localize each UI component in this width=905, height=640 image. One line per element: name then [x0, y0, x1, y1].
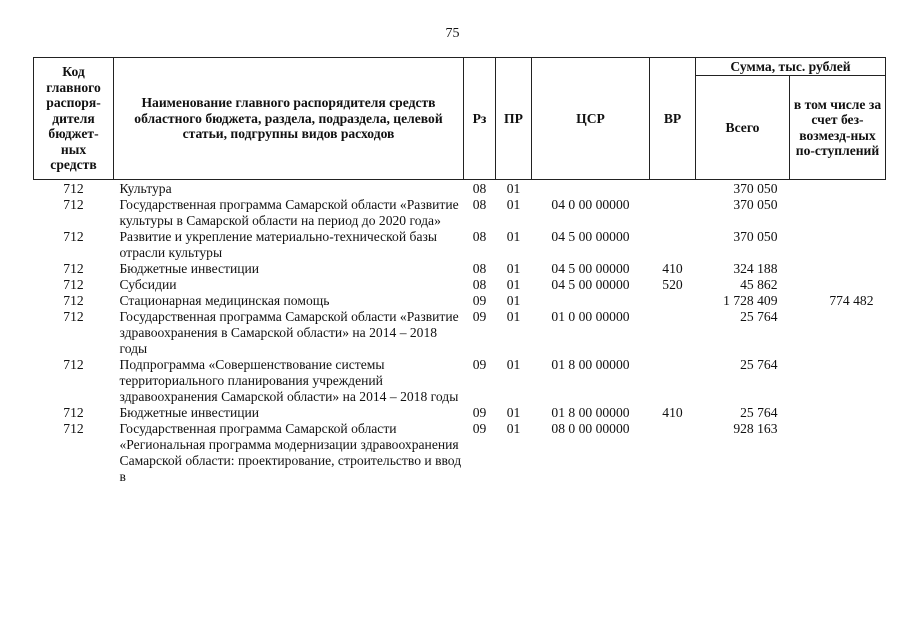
row-csr: 04 0 00 00000 — [551, 197, 630, 212]
row-csr: 01 8 00 00000 — [551, 357, 630, 372]
row-pr: 01 — [506, 197, 521, 212]
row-kod: 712 — [63, 277, 84, 292]
row-incl — [790, 421, 886, 485]
row-vr: 520 — [662, 277, 683, 292]
row-pr: 01 — [506, 357, 521, 372]
row-total: 45 862 — [740, 277, 778, 292]
row-csr — [532, 293, 650, 309]
row-incl — [790, 229, 886, 261]
header-name: Наименование главного распорядителя средств областного бюджета, раздела, подраздела, целевой статьи, подгрупны видов расходов — [114, 58, 464, 180]
row-total: 324 188 — [733, 261, 778, 276]
row-rz: 08 — [472, 229, 487, 244]
row-name: Субсидии — [119, 277, 177, 292]
row-kod: 712 — [63, 293, 84, 308]
row-rz: 09 — [472, 309, 487, 324]
row-kod: 712 — [63, 229, 84, 244]
row-kod: 712 — [63, 261, 84, 276]
row-name: Культура — [119, 181, 172, 196]
row-incl — [790, 261, 886, 277]
row-pr: 01 — [506, 277, 521, 292]
row-total: 25 764 — [740, 405, 778, 420]
row-total: 928 163 — [733, 421, 778, 436]
row-rz: 09 — [472, 421, 487, 436]
row-rz: 09 — [472, 405, 487, 420]
row-total: 25 764 — [740, 357, 778, 372]
row-kod: 712 — [63, 421, 84, 436]
row-rz: 09 — [472, 357, 487, 372]
table-row — [34, 293, 886, 309]
row-vr — [650, 357, 696, 405]
row-csr: 01 0 00 00000 — [551, 309, 630, 324]
row-vr — [650, 309, 696, 357]
row-vr — [650, 421, 696, 485]
table-row — [34, 197, 886, 229]
row-csr: 08 0 00 00000 — [551, 421, 630, 436]
row-rz: 08 — [472, 277, 487, 292]
budget-table — [33, 57, 886, 485]
table-row — [34, 309, 886, 357]
table-row — [34, 405, 886, 421]
row-rz: 08 — [472, 261, 487, 276]
row-pr: 01 — [506, 293, 521, 308]
row-name: Государственная программа Самарской области «Развитие культуры в Самарской области на период до 2020 года» — [119, 197, 459, 228]
row-incl — [790, 197, 886, 229]
row-name: Государственная программа Самарской области «Региональная программа модернизации здравоохранения Самарской области: проектирование, строительство и ввод в — [119, 421, 462, 484]
row-rz: 08 — [472, 197, 487, 212]
row-total: 370 050 — [733, 197, 778, 212]
table-row — [34, 421, 886, 485]
row-vr — [650, 293, 696, 309]
row-name: Бюджетные инвестиции — [119, 405, 260, 420]
header-pr: ПР — [496, 58, 532, 180]
row-kod: 712 — [63, 309, 84, 324]
row-csr — [532, 180, 650, 198]
row-incl — [790, 405, 886, 421]
row-pr: 01 — [506, 181, 521, 196]
row-name: Развитие и укрепление материально-технической базы отрасли культуры — [119, 229, 437, 260]
row-name: Государственная программа Самарской области «Развитие здравоохранения в Самарской области» на 2014 – 2018 годы — [119, 309, 459, 356]
table-row — [34, 229, 886, 261]
row-incl — [790, 309, 886, 357]
header-incl: в том числе за счет без-возмезд-ных по-ступлений — [790, 76, 886, 180]
row-pr: 01 — [506, 405, 521, 420]
header-total: Всего — [696, 76, 790, 180]
row-csr: 04 5 00 00000 — [551, 229, 630, 244]
row-total: 25 764 — [740, 309, 778, 324]
header-rz: Рз — [464, 58, 496, 180]
header-kod: Код главного распоря-дителя бюджет-ных средств — [34, 58, 114, 180]
row-vr — [650, 229, 696, 261]
row-rz: 08 — [472, 181, 487, 196]
row-csr: 01 8 00 00000 — [551, 405, 630, 420]
row-total: 1 728 409 — [723, 293, 778, 308]
table-row — [34, 357, 886, 405]
row-total: 370 050 — [733, 229, 778, 244]
row-kod: 712 — [63, 357, 84, 372]
row-incl — [790, 180, 886, 198]
table-row — [34, 261, 886, 277]
row-pr: 01 — [506, 421, 521, 436]
row-kod: 712 — [63, 181, 84, 196]
row-incl — [790, 357, 886, 405]
row-pr: 01 — [506, 309, 521, 324]
table-row — [34, 277, 886, 293]
row-kod: 712 — [63, 197, 84, 212]
header-csr: ЦСР — [532, 58, 650, 180]
row-vr: 410 — [662, 261, 683, 276]
row-vr — [650, 180, 696, 198]
table-row — [34, 180, 886, 198]
row-name: Стационарная медицинская помощь — [119, 293, 330, 308]
row-incl — [790, 277, 886, 293]
row-kod: 712 — [63, 405, 84, 420]
row-rz: 09 — [472, 293, 487, 308]
row-name: Подпрограмма «Совершенствование системы территориального планирования учреждений здравоохранения Самарской области» на 2014 – 2018 годы — [119, 357, 459, 404]
row-total: 370 050 — [733, 181, 778, 196]
header-sum: Сумма, тыс. рублей — [696, 58, 886, 76]
row-name: Бюджетные инвестиции — [119, 261, 260, 276]
row-csr: 04 5 00 00000 — [551, 277, 630, 292]
header-vr: ВР — [650, 58, 696, 180]
row-vr: 410 — [662, 405, 683, 420]
page-number: 75 — [445, 26, 460, 41]
row-vr — [650, 197, 696, 229]
row-incl: 774 482 — [829, 293, 874, 308]
row-csr: 04 5 00 00000 — [551, 261, 630, 276]
row-pr: 01 — [506, 261, 521, 276]
row-pr: 01 — [506, 229, 521, 244]
